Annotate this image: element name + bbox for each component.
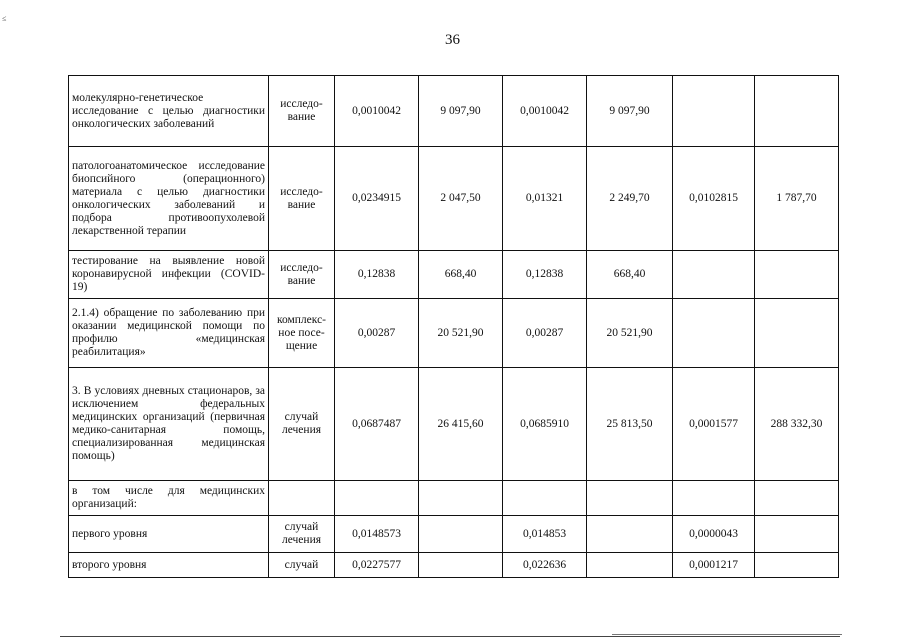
row-value [419, 516, 503, 553]
row-value: 0,00287 [503, 299, 587, 368]
row-value: 0,0234915 [335, 147, 419, 251]
row-value [755, 299, 839, 368]
row-value: 2 249,70 [587, 147, 673, 251]
row-description: 3. В условиях дневных стационаров, за исключением федеральных медицинских организаций (первичная медико-санитарная помощь, специализированная медицинская помощь) [69, 368, 269, 481]
table-row [69, 147, 839, 251]
table-row [69, 481, 839, 516]
table-body [69, 76, 839, 578]
table-row [69, 299, 839, 368]
table-row [69, 368, 839, 481]
table-row [69, 76, 839, 147]
row-unit: исследо- вание [269, 76, 335, 147]
row-description: тестирование на выявление новой коронавирусной инфекции (COVID-19) [69, 251, 269, 299]
row-value: 0,0148573 [335, 516, 419, 553]
row-value: 20 521,90 [587, 299, 673, 368]
row-value [503, 481, 587, 516]
row-value [755, 553, 839, 578]
row-value: 0,12838 [335, 251, 419, 299]
row-description: патологоанатомическое исследование биопсийного (операционного) материала с целью диагностики онкологических заболеваний и подбора противоопухолевой лекарственной терапии [69, 147, 269, 251]
row-value: 0,12838 [503, 251, 587, 299]
row-value: 0,0227577 [335, 553, 419, 578]
row-value: 20 521,90 [419, 299, 503, 368]
table-row [69, 516, 839, 553]
page-number: 36 [445, 32, 460, 48]
row-value: 0,0000043 [673, 516, 755, 553]
row-description: молекулярно-генетическое исследование с целью диагностики онкологических заболеваний [69, 76, 269, 147]
row-value [755, 481, 839, 516]
bottom-rule-right [612, 634, 842, 635]
row-value: 9 097,90 [419, 76, 503, 147]
row-value: 288 332,30 [755, 368, 839, 481]
row-value [587, 481, 673, 516]
row-value [755, 251, 839, 299]
row-value: 668,40 [419, 251, 503, 299]
row-value [755, 516, 839, 553]
row-value [587, 553, 673, 578]
tariff-table [68, 75, 839, 578]
row-unit [269, 481, 335, 516]
row-value: 0,01321 [503, 147, 587, 251]
row-value: 0,0687487 [335, 368, 419, 481]
row-value: 668,40 [587, 251, 673, 299]
row-value: 0,0102815 [673, 147, 755, 251]
row-value [673, 299, 755, 368]
row-value [673, 76, 755, 147]
row-unit: исследо- вание [269, 251, 335, 299]
row-value [335, 481, 419, 516]
row-value [419, 481, 503, 516]
row-description: 2.1.4) обращение по заболеванию при оказании медицинской помощи по профилю «медицинская реабилитация» [69, 299, 269, 368]
row-value [419, 553, 503, 578]
row-value: 9 097,90 [587, 76, 673, 147]
bottom-rule [60, 636, 840, 637]
row-value: 0,0685910 [503, 368, 587, 481]
table-row [69, 251, 839, 299]
row-unit: комплекс- ное посе- щение [269, 299, 335, 368]
row-value: 0,0010042 [335, 76, 419, 147]
row-value: 0,00287 [335, 299, 419, 368]
row-value: 1 787,70 [755, 147, 839, 251]
row-value: 0,022636 [503, 553, 587, 578]
row-value [673, 481, 755, 516]
row-unit: случай лечения [269, 368, 335, 481]
row-description: в том числе для медицинских организаций: [69, 481, 269, 516]
row-value: 0,0010042 [503, 76, 587, 147]
row-unit: случай лечения [269, 516, 335, 553]
row-value: 0,0001217 [673, 553, 755, 578]
row-unit: исследо- вание [269, 147, 335, 251]
corner-mark: ≤ [2, 14, 7, 23]
row-unit: случай [269, 553, 335, 578]
row-description: первого уровня [69, 516, 269, 553]
row-description: второго уровня [69, 553, 269, 578]
row-value: 26 415,60 [419, 368, 503, 481]
row-value: 25 813,50 [587, 368, 673, 481]
row-value [673, 251, 755, 299]
row-value: 0,014853 [503, 516, 587, 553]
row-value: 0,0001577 [673, 368, 755, 481]
row-value [755, 76, 839, 147]
table-row [69, 553, 839, 578]
row-value: 2 047,50 [419, 147, 503, 251]
row-value [587, 516, 673, 553]
